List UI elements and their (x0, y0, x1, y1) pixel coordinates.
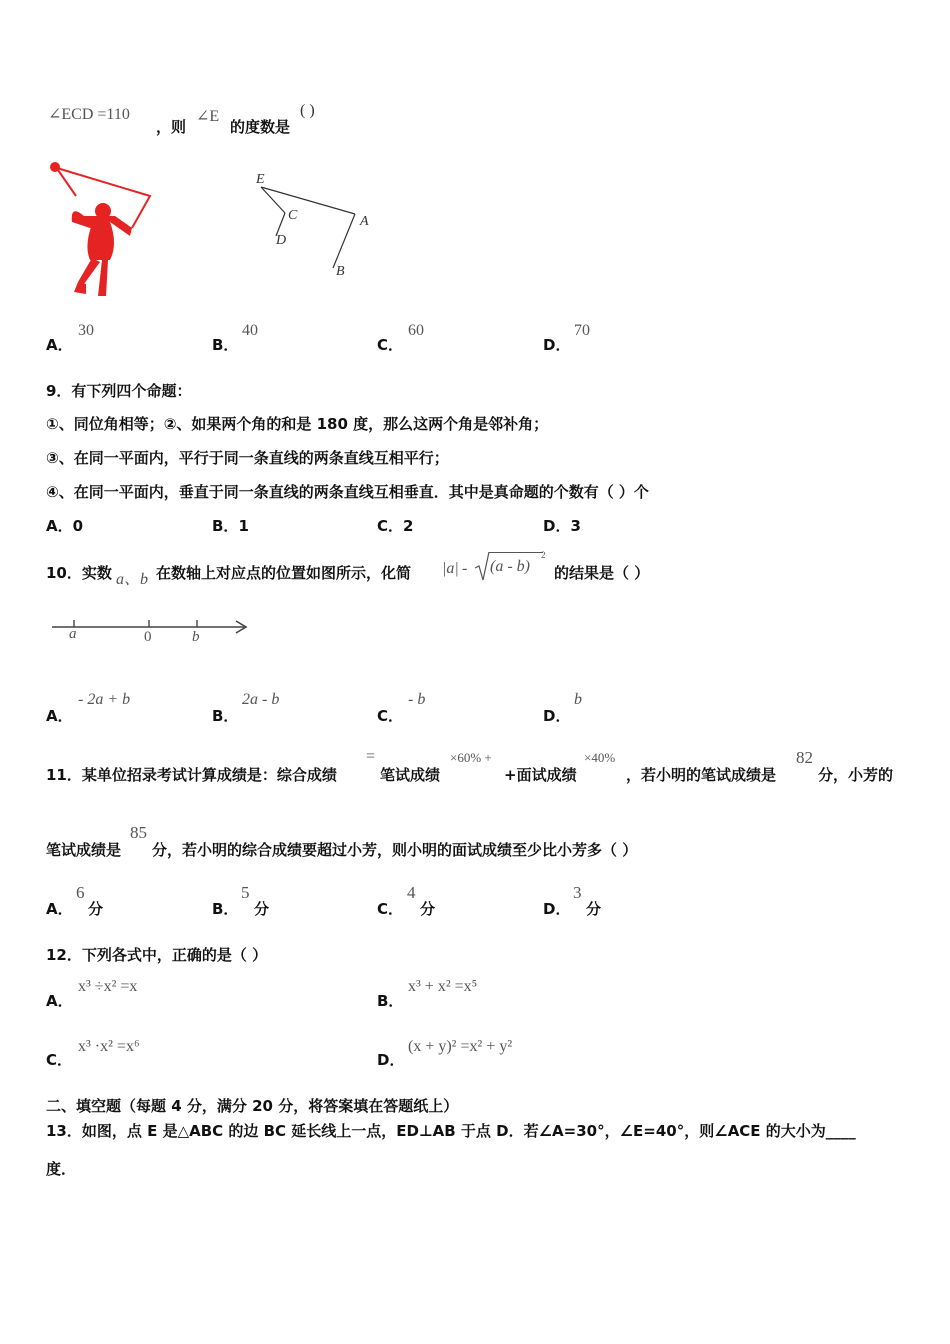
point-label-d: D (276, 233, 287, 248)
q11-option-b-letter: B． (212, 900, 239, 918)
q9-line-2: ③、在同一平面内，平行于同一条直线的两条直线互相平行； (46, 449, 449, 467)
q10-option-b-value: 2a - b (242, 691, 280, 708)
q9-line-3: ④、在同一平面内，垂直于同一条直线的两条直线互相垂直．其中是真命题的个数有（ ）个 (46, 483, 649, 501)
q8-angle-e: ∠E (196, 108, 220, 125)
q11-option-a-unit: 分 (88, 900, 104, 918)
section-2-title: 二、填空题（每题 4 分，满分 20 分，将答案填在答题纸上） (46, 1097, 459, 1115)
axis-label-a: a (69, 626, 77, 642)
q9-option-d: D．3 (543, 517, 581, 535)
q11-part-6: 笔试成绩是 (46, 841, 122, 859)
q11-option-c-value: 4 (407, 883, 416, 902)
q8-answer-paren: ( ) (300, 102, 315, 119)
q8-option-b-letter: B． (212, 336, 239, 354)
q11-part-7: 分，若小明的综合成绩要超过小芳，则小明的面试成绩至少比小芳多（ ） (152, 841, 638, 859)
sqrt-vinculum (489, 552, 543, 553)
q10-option-a-value: - 2a + b (78, 691, 131, 708)
q9-option-a: A．0 (46, 517, 84, 535)
sqrt-radical-icon (474, 550, 490, 582)
q11-option-c-unit: 分 (420, 900, 436, 918)
q10-radicand: (a - b) (490, 558, 530, 575)
q11-option-d-unit: 分 (586, 900, 602, 918)
q9-line-1: ①、同位角相等；②、如果两个角的和是 180 度，那么这两个角是邻补角； (46, 415, 549, 433)
q11-written-score: 笔试成绩 (380, 766, 441, 784)
q8-option-a-letter: A． (46, 336, 73, 354)
q8-option-c-value: 60 (408, 322, 424, 339)
q12-option-b-letter: B． (377, 992, 404, 1010)
q8-option-d-letter: D． (543, 336, 571, 354)
q11-option-d-value: 3 (573, 883, 582, 902)
q10-option-d-letter: D． (543, 707, 571, 725)
q8-then: ，则 (156, 118, 187, 136)
q8-asks: 的度数是 (230, 118, 291, 136)
q11-part-4: ，若小明的笔试成绩是 (626, 766, 777, 784)
axis-label-b: b (192, 629, 200, 645)
q8-option-a-value: 30 (78, 322, 94, 339)
jump-rope-figure (40, 156, 160, 304)
q9-option-c: C．2 (377, 517, 414, 535)
q11-option-a-value: 6 (76, 883, 85, 902)
q9-stem: 9．有下列四个命题： (46, 382, 192, 400)
q11-weight-40: ×40% (584, 750, 616, 765)
q13-text: 13．如图，点 E 是△ABC 的边 BC 延长线上一点，ED⊥AB 于点 D．若∠A=30°，∠E=40°，则∠ACE 的大小为____ (46, 1122, 856, 1140)
q11-weight-60: ×60% + (450, 750, 492, 765)
q12-option-d-expr: (x + y)² =x² + y² (408, 1038, 513, 1055)
point-label-b: B (336, 264, 345, 279)
q11-part-1: 11．某单位招录考试计算成绩是：综合成绩 (46, 766, 337, 784)
q8-option-c-letter: C． (377, 336, 404, 354)
q11-option-c-letter: C． (377, 900, 404, 918)
q10-option-d-value: b (574, 691, 582, 708)
q8-option-b-value: 40 (242, 322, 258, 339)
q11-option-d-letter: D． (543, 900, 571, 918)
q10-option-b-letter: B． (212, 707, 239, 725)
q12-stem: 12．下列各式中，正确的是（ ） (46, 946, 268, 964)
q10-option-a-letter: A． (46, 707, 73, 725)
q13-tail: 度． (46, 1160, 77, 1178)
q10-number: 10．实数 (46, 564, 112, 582)
q11-option-a-letter: A． (46, 900, 73, 918)
q10-minus: - (462, 560, 468, 577)
point-label-a: A (360, 214, 369, 229)
q10-option-c-value: - b (408, 691, 426, 708)
q12-option-a-expr: x³ ÷x² =x (78, 978, 138, 995)
q10-option-c-letter: C． (377, 707, 404, 725)
q11-score-85: 85 (130, 823, 147, 842)
q11-score-82: 82 (796, 748, 813, 767)
q12-option-d-letter: D． (377, 1051, 405, 1069)
q10-exponent: 2 (541, 550, 546, 560)
q11-interview-score: +面试成绩 (504, 766, 577, 784)
q12-option-b-expr: x³ + x² =x⁵ (408, 978, 478, 995)
q11-option-b-value: 5 (241, 883, 250, 902)
point-label-e: E (256, 172, 265, 187)
q10-vars: a、b (116, 571, 149, 588)
q11-option-b-unit: 分 (254, 900, 270, 918)
q12-option-a-letter: A． (46, 992, 73, 1010)
q9-option-b: B．1 (212, 517, 249, 535)
q8-option-d-value: 70 (574, 322, 590, 339)
q11-part-5: 分，小芳的 (818, 766, 894, 784)
point-label-c: C (288, 208, 298, 223)
q8-condition: ∠ECD =110 (48, 106, 130, 123)
q10-abs-a: |a| (442, 560, 459, 577)
q12-option-c-expr: x³ ·x² =x⁶ (78, 1038, 140, 1055)
q12-option-c-letter: C． (46, 1051, 73, 1069)
q11-equals: = (366, 748, 376, 765)
q10-mid: 在数轴上对应点的位置如图所示，化简 (156, 564, 412, 582)
axis-label-zero: 0 (144, 629, 152, 645)
q10-end: 的结果是（ ） (554, 564, 650, 582)
